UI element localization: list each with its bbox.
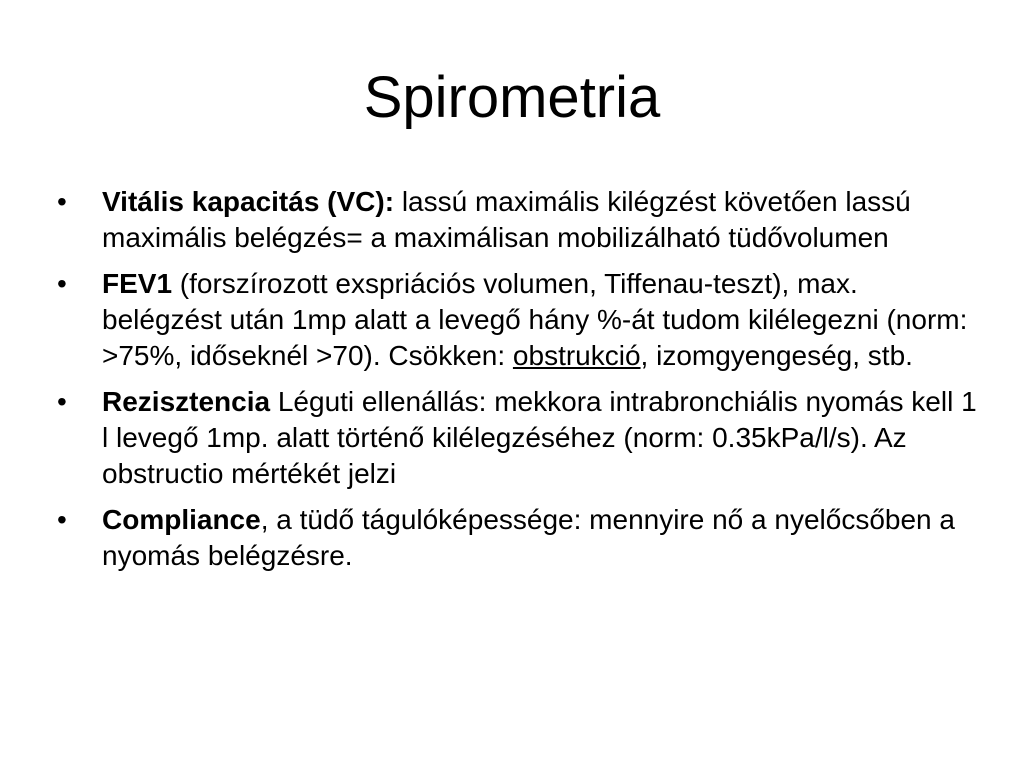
term-fev1: FEV1 — [102, 268, 173, 299]
bullet-item-vital-capacity — [57, 184, 977, 256]
term-vital-capacity: Vitális kapacitás (VC): — [102, 186, 395, 217]
desc-resistance: Léguti ellenállás: mekkora intrabronchiális nyomás kell 1 l levegő 1mp. alatt történő kilélegzéséhez (norm: 0.35kPa/l/s). Az obstructio mértékét jelzi — [102, 386, 977, 489]
slide-title: Spirometria — [363, 65, 661, 130]
term-resistance: Rezisztencia — [102, 386, 271, 417]
bullet-icon: • — [57, 268, 67, 299]
desc-fev1-after: , izomgyengeség, stb. — [640, 340, 913, 371]
bullet-icon: • — [57, 386, 67, 417]
bullet-icon: • — [57, 504, 67, 535]
link-obstrukcio[interactable]: obstrukció — [512, 340, 641, 371]
bullet-item-fev1 — [57, 266, 977, 374]
bullet-list — [57, 184, 977, 584]
bullet-item-compliance — [57, 502, 977, 574]
bullet-item-resistance — [57, 384, 977, 492]
bullet-icon: • — [57, 186, 67, 217]
desc-vital-capacity: lassú maximális kilégzést követően lassú maximális belégzés= a maximálisan mobilizálható tüdővolumen — [102, 186, 911, 253]
desc-compliance: , a tüdő tágulóképessége: mennyire nő a nyelőcsőben a nyomás belégzésre. — [102, 504, 955, 571]
term-compliance: Compliance — [102, 504, 261, 535]
desc-fev1: (forszírozott exspriációs volumen, Tiffenau-teszt), max. belégzést után 1mp alatt a levegő hány %-át tudom kilélegezni (norm: >75%, időseknél >70). Csökken: — [102, 268, 968, 371]
